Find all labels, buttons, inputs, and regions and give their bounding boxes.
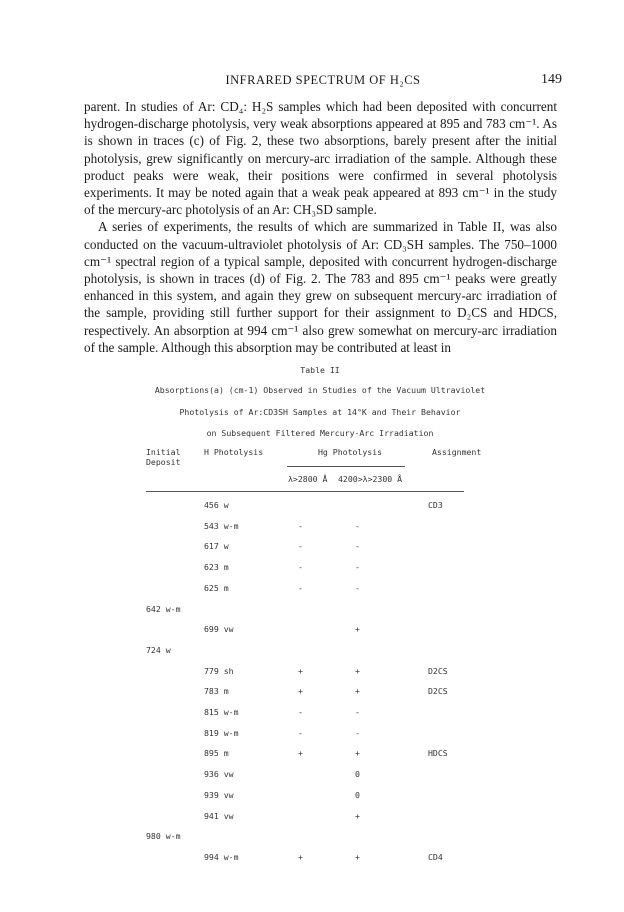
running-title: INFRARED SPECTRUM OF H₂CS <box>225 72 421 87</box>
cell-assignment: CD3 <box>428 500 443 510</box>
cell-hg-1: + <box>298 851 303 862</box>
cell-hg-2: + <box>355 851 360 862</box>
body-text <box>84 98 557 356</box>
col-header-initial: Initial <box>146 447 181 457</box>
cell-hg-1: - <box>298 520 303 531</box>
paragraph-1: parent. In studies of Ar: CD₄: H₂S samples which had been deposited with concurrent hydrogen-discharge photolysis, very weak absorptions appeared at 895 and 783 cm⁻¹. As is shown in traces (c) of Fig. 2, these two absorptions, barely present after the initial photolysis, grew significantly on mercury-arc irradiation of the sample. Although these product peaks were weak, their positions were confirmed in several photolysis experiments. It may be noted again that a weak peak appeared at 893 cm⁻¹ in the study of the mercury-arc photolysis of an Ar: CH₃SD sample. <box>84 99 557 218</box>
cell-h-photolysis: 941 vw <box>204 810 234 821</box>
table-caption-line-2: Photolysis of Ar:CD3SH Samples at 14°K and Their Behavior <box>179 407 461 417</box>
cell-hg-2: + <box>355 686 360 697</box>
cell-h-photolysis: 543 w-m <box>204 520 239 531</box>
running-header <box>84 70 562 90</box>
table-caption-line-1: Absorptions(a) (cm-1) Observed in Studies of the Vacuum Ultraviolet <box>154 385 486 395</box>
cell-hg-2: + <box>355 810 360 821</box>
cell-hg-2: - <box>355 707 360 717</box>
cell-hg-1: + <box>298 665 303 676</box>
cell-hg-2: - <box>355 541 360 552</box>
cell-h-photolysis: 783 m <box>204 686 229 697</box>
cell-hg-2: + <box>355 624 360 635</box>
table-caption-line-3: on Subsequent Filtered Mercury-Arc Irradiation <box>206 428 434 438</box>
cell-initial: 980 w-m <box>146 831 181 842</box>
cell-assignment: CD4 <box>428 851 443 862</box>
cell-hg-2: - <box>355 562 360 573</box>
cell-h-photolysis: 699 vw <box>204 624 234 635</box>
cell-hg-2: - <box>355 727 360 738</box>
col-header-h-photolysis: H Photolysis <box>204 447 264 457</box>
cell-initial: 642 w-m <box>146 603 181 614</box>
cell-assignment: D2CS <box>428 686 448 697</box>
cell-hg-2: 0 <box>355 769 360 780</box>
cell-h-photolysis: 617 w <box>204 541 229 552</box>
cell-hg-1: + <box>298 686 303 697</box>
cell-hg-1: - <box>298 727 303 738</box>
cell-hg-1: - <box>298 562 303 573</box>
cell-hg-1: - <box>298 707 303 717</box>
cell-h-photolysis: 936 vw <box>204 769 234 780</box>
table-label: Table II <box>300 365 340 375</box>
page-number: 149 <box>541 72 562 87</box>
cell-assignment: HDCS <box>428 748 448 759</box>
paragraph-2: A series of experiments, the results of which are summarized in Table II, was also conducted on the vacuum-ultraviolet photolysis of Ar: CD₃SH samples. The 750–1000 cm⁻¹ spectral region of a typical sample, deposited with concurrent hydrogen-discharge photolysis, is shown in traces (d) of Fig. 2. The 783 and 895 cm⁻¹ peaks were greatly enhanced in this system, and again they grew on subsequent mercury-arc irradiation of the sample, providing still further support for their assignment to D₂CS and HDCS, respectively. An absorption at 994 cm⁻¹ also grew somewhat on mercury-arc irradiation of the sample. Although this absorption may be contributed at least in <box>84 219 557 355</box>
cell-hg-1: + <box>298 748 303 759</box>
cell-hg-2: 0 <box>355 789 360 800</box>
col-subheader-hg-1: λ>2800 Å <box>288 474 328 484</box>
cell-h-photolysis: 994 w-m <box>204 851 239 862</box>
cell-h-photolysis: 815 w-m <box>204 707 239 717</box>
cell-hg-2: - <box>355 520 360 531</box>
col-subheader-hg-2: 4200>λ>2300 Å <box>338 474 403 484</box>
header-rule <box>146 491 464 492</box>
cell-hg-2: - <box>355 582 360 593</box>
col-header-assignment: Assignment <box>432 447 482 457</box>
cell-initial: 724 w <box>146 644 171 655</box>
cell-hg-1: - <box>298 541 303 552</box>
cell-assignment: D2CS <box>428 665 448 676</box>
cell-hg-1: - <box>298 582 303 593</box>
cell-hg-2: + <box>355 665 360 676</box>
cell-h-photolysis: 623 m <box>204 562 229 573</box>
col-header-deposit: Deposit <box>146 457 181 467</box>
cell-h-photolysis: 819 w-m <box>204 727 239 738</box>
cell-hg-2: + <box>355 748 360 759</box>
cell-h-photolysis: 939 vw <box>204 789 234 800</box>
cell-h-photolysis: 625 m <box>204 582 229 593</box>
col-header-hg-photolysis: Hg Photolysis <box>318 447 383 457</box>
cell-h-photolysis: 779 sh <box>204 665 234 676</box>
cell-h-photolysis: 456 w <box>204 500 229 510</box>
cell-h-photolysis: 895 m <box>204 748 229 759</box>
hg-subheader-rule <box>287 466 405 467</box>
